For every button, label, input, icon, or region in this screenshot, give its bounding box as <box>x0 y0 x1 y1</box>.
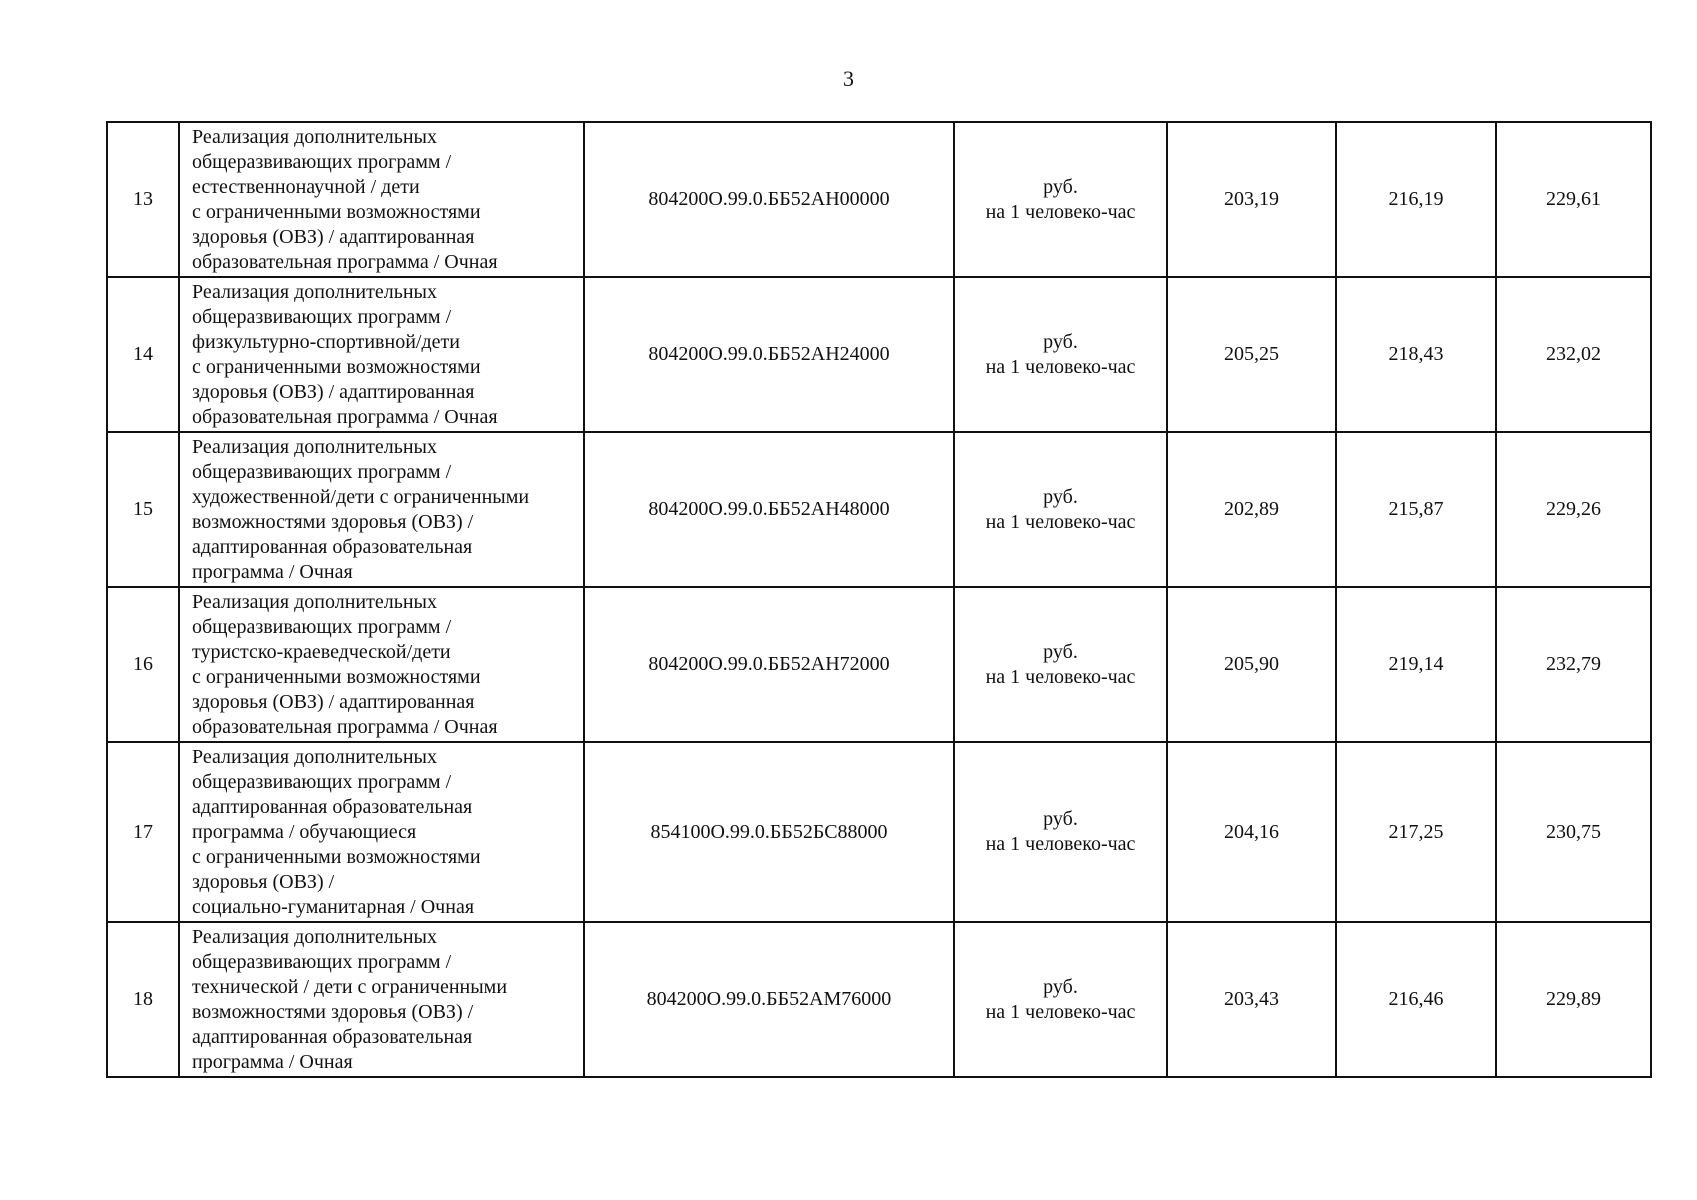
description-line: с ограниченными возможностями <box>192 356 481 378</box>
page-number: 3 <box>843 66 854 91</box>
value-year-1: 205,25 <box>1167 277 1336 432</box>
service-description <box>179 432 584 587</box>
description-line: образовательная программа / Очная <box>192 716 498 738</box>
unit-currency: руб. <box>1043 175 1078 198</box>
value-year-2: 217,25 <box>1336 742 1496 922</box>
description-line: возможностями здоровья (ОВЗ) / <box>192 511 474 533</box>
description-line: Реализация дополнительных <box>192 436 437 458</box>
description-line: физкультурно-спортивной/дети <box>192 331 460 353</box>
description-line: возможностями здоровья (ОВЗ) / <box>192 1001 474 1023</box>
service-description <box>179 587 584 742</box>
registry-code: 804200О.99.0.ББ52АН48000 <box>584 432 954 587</box>
registry-code: 804200О.99.0.ББ52АН24000 <box>584 277 954 432</box>
description-line: с ограниченными возможностями <box>192 201 481 223</box>
description-line: туристско-краеведческой/дети <box>192 641 451 663</box>
value-year-1: 203,43 <box>1167 922 1336 1077</box>
description-line: общеразвивающих программ / <box>192 616 452 638</box>
row-number: 18 <box>107 922 179 1077</box>
value-year-2: 219,14 <box>1336 587 1496 742</box>
value-year-3: 232,79 <box>1496 587 1651 742</box>
unit-basis: на 1 человеко-час <box>985 1000 1136 1023</box>
description-line: общеразвивающих программ / <box>192 306 452 328</box>
table-row <box>107 742 1651 922</box>
description-line: общеразвивающих программ / <box>192 951 452 973</box>
description-line: социально-гуманитарная / Очная <box>192 896 475 918</box>
table-row <box>107 277 1651 432</box>
description-line: программа / обучающиеся <box>192 821 417 843</box>
table-row <box>107 432 1651 587</box>
description-line: образовательная программа / Очная <box>192 251 498 273</box>
unit-of-measure <box>954 742 1167 922</box>
value-year-1: 202,89 <box>1167 432 1336 587</box>
unit-basis: на 1 человеко-час <box>985 510 1136 533</box>
description-line: с ограниченными возможностями <box>192 666 481 688</box>
description-line: Реализация дополнительных <box>192 746 437 768</box>
unit-currency: руб. <box>1043 975 1078 998</box>
value-year-3: 230,75 <box>1496 742 1651 922</box>
description-line: здоровья (ОВЗ) / адаптированная <box>192 226 475 248</box>
value-year-1: 203,19 <box>1167 122 1336 277</box>
value-year-2: 218,43 <box>1336 277 1496 432</box>
unit-of-measure <box>954 432 1167 587</box>
description-line: программа / Очная <box>192 561 353 583</box>
row-number: 14 <box>107 277 179 432</box>
row-number: 13 <box>107 122 179 277</box>
value-year-1: 204,16 <box>1167 742 1336 922</box>
description-line: Реализация дополнительных <box>192 591 437 613</box>
description-line: Реализация дополнительных <box>192 126 437 148</box>
description-line: образовательная программа / Очная <box>192 406 498 428</box>
unit-of-measure <box>954 587 1167 742</box>
row-number: 16 <box>107 587 179 742</box>
table-row <box>107 587 1651 742</box>
description-line: общеразвивающих программ / <box>192 461 452 483</box>
value-year-3: 229,61 <box>1496 122 1651 277</box>
tariff-table <box>106 121 1652 1078</box>
table-row <box>107 922 1651 1077</box>
value-year-2: 216,19 <box>1336 122 1496 277</box>
unit-of-measure <box>954 277 1167 432</box>
description-line: художественной/дети с ограниченными <box>192 486 530 508</box>
unit-basis: на 1 человеко-час <box>985 833 1136 855</box>
unit-currency: руб. <box>1043 640 1078 663</box>
value-year-1: 205,90 <box>1167 587 1336 742</box>
description-line: общеразвивающих программ / <box>192 151 452 173</box>
row-number: 17 <box>107 742 179 922</box>
table-row <box>107 122 1651 277</box>
unit-of-measure <box>954 922 1167 1077</box>
value-year-3: 229,89 <box>1496 922 1651 1077</box>
description-line: общеразвивающих программ / <box>192 771 452 793</box>
unit-currency: руб. <box>1043 330 1078 353</box>
registry-code: 804200О.99.0.ББ52АМ76000 <box>584 922 954 1077</box>
description-line: Реализация дополнительных <box>192 281 437 303</box>
description-line: адаптированная образовательная <box>192 536 473 558</box>
unit-currency: руб. <box>1043 808 1078 830</box>
description-line: программа / Очная <box>192 1051 353 1073</box>
unit-currency: руб. <box>1043 485 1078 508</box>
service-description <box>179 742 584 922</box>
registry-code: 854100О.99.0.ББ52БС88000 <box>584 742 954 922</box>
row-number: 15 <box>107 432 179 587</box>
description-line: естественнонаучной / дети <box>192 176 420 198</box>
registry-code: 804200О.99.0.ББ52АН00000 <box>584 122 954 277</box>
unit-of-measure <box>954 122 1167 277</box>
description-line: здоровья (ОВЗ) / адаптированная <box>192 381 475 403</box>
value-year-2: 215,87 <box>1336 432 1496 587</box>
description-line: здоровья (ОВЗ) / адаптированная <box>192 691 475 713</box>
description-line: с ограниченными возможностями <box>192 846 481 868</box>
description-line: адаптированная образовательная <box>192 796 473 818</box>
description-line: технической / дети с ограниченными <box>192 976 508 998</box>
description-line: адаптированная образовательная <box>192 1026 473 1048</box>
value-year-2: 216,46 <box>1336 922 1496 1077</box>
value-year-3: 229,26 <box>1496 432 1651 587</box>
service-description <box>179 122 584 277</box>
service-description <box>179 277 584 432</box>
unit-basis: на 1 человеко-час <box>985 200 1136 223</box>
registry-code: 804200О.99.0.ББ52АН72000 <box>584 587 954 742</box>
description-line: Реализация дополнительных <box>192 926 437 948</box>
service-description <box>179 922 584 1077</box>
unit-basis: на 1 человеко-час <box>985 355 1136 378</box>
description-line: здоровья (ОВЗ) / <box>192 871 335 893</box>
value-year-3: 232,02 <box>1496 277 1651 432</box>
unit-basis: на 1 человеко-час <box>985 665 1136 688</box>
